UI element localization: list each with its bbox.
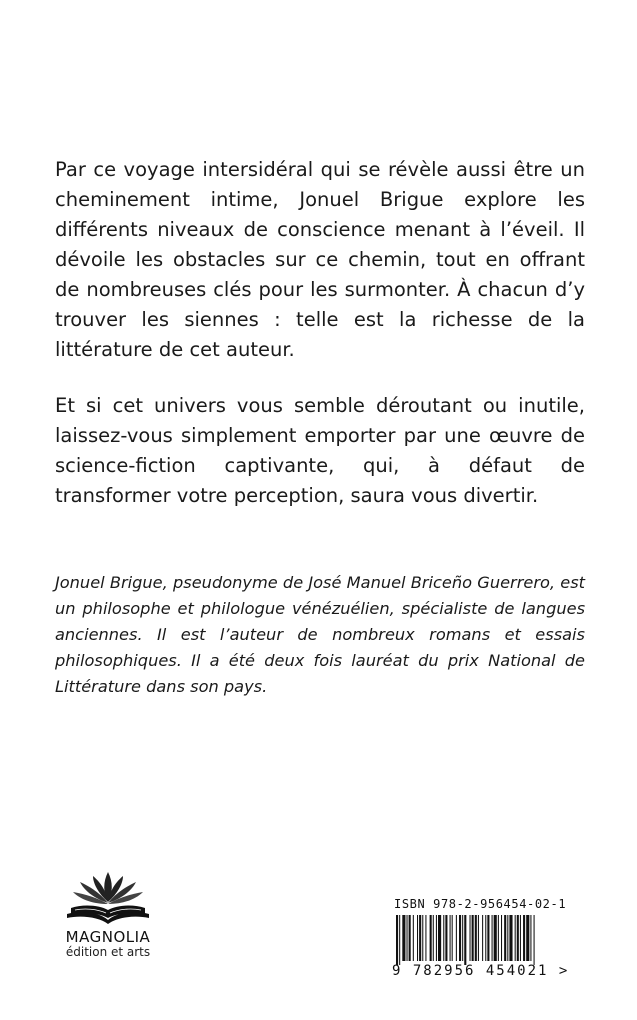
lotus-book-icon <box>63 868 153 926</box>
isbn-label: ISBN 978-2-956454-02-1 <box>394 897 567 911</box>
barcode-icon <box>392 915 582 965</box>
blurb-paragraph-1: Par ce voyage intersidéral qui se révèle aussi être un cheminement intime, Jonuel Brigue explore les différents niveaux de conscience menant à l’éveil. Il dévoile les obstacles sur ce chemin, tout en offrant de nombreuses clés pour les surmonter. À chacun d’y trouver les siennes : telle est la richesse de la littérature de cet auteur. <box>55 158 585 361</box>
publisher-name: MAGNOLIA <box>65 928 151 946</box>
publisher-tagline: édition et arts <box>65 945 151 959</box>
back-cover-blurb <box>55 155 585 537</box>
blurb-paragraph-2: Et si cet univers vous semble déroutant ou inutile, laissez-vous simplement emporter par une œuvre de science-fiction captivante, qui, à défaut de transformer votre perception, saura vous divertir. <box>55 394 585 507</box>
publisher-logo <box>48 868 168 959</box>
isbn-digits: 9 782956 454021 > <box>392 963 570 979</box>
author-bio-text: Jonuel Brigue, pseudonyme de José Manuel Briceño Guerrero, est un philosophe et philologue vénézuélien, spécialiste de langues anciennes. Il est l’auteur de nombreux romans et essais philosophiques. Il a été deux fois lauréat du prix National de Littérature dans son pays. <box>55 573 585 696</box>
isbn-barcode-block <box>392 897 587 979</box>
author-bio <box>55 570 585 700</box>
